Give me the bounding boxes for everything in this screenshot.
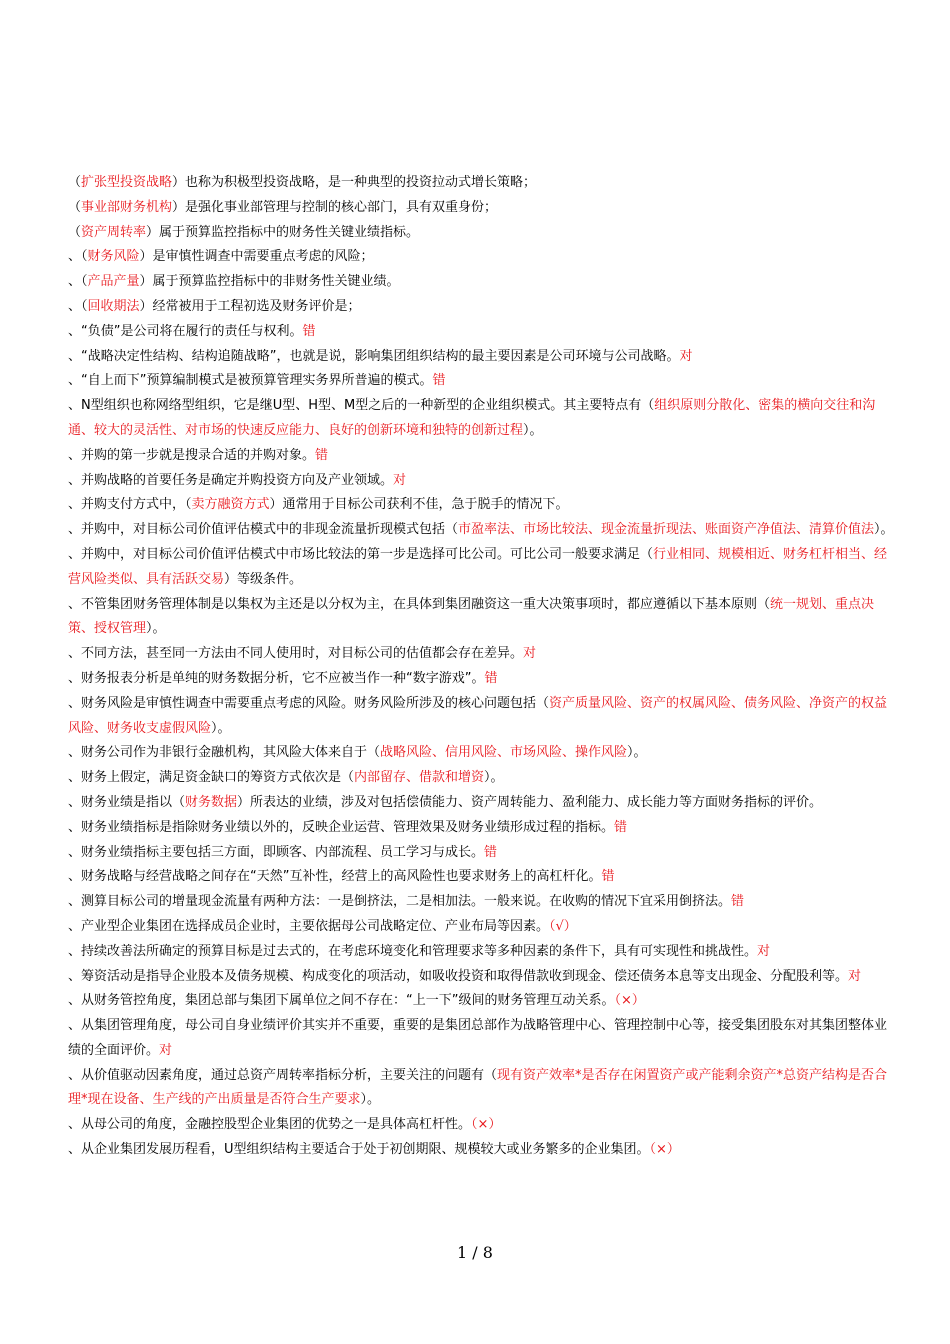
paragraph bbox=[68, 890, 894, 915]
answer-text: 对 bbox=[679, 348, 693, 364]
paragraph bbox=[68, 543, 894, 593]
question-text: 、财务公司作为非银行金融机构，其风险大体来自于（ bbox=[68, 745, 381, 761]
question-text: 、“自上而下”预算编制模式是被预算管理实务界所普遍的模式。 bbox=[68, 373, 433, 389]
question-text: ）是强化事业部管理与控制的核心部门，具有双重身份； bbox=[172, 199, 498, 215]
answer-text: 对 bbox=[523, 646, 537, 662]
answer-text: 事业部财务机构 bbox=[81, 199, 173, 215]
question-text: 、财务战略与经营战略之间存在“天然”互补性，经营上的高风险性也要求财务上的高杠杆化。 bbox=[68, 869, 602, 885]
answer-text: 扩张型投资战略 bbox=[81, 175, 173, 190]
answer-text: 卖方融资方式 bbox=[191, 497, 270, 513]
question-text: 、N型组织也称网络型组织，它是继U型、H型、M型之后的一种新型的企业组织模式。其主要特点有（ bbox=[68, 398, 655, 414]
answer-text: 行业相同、规模相近、财务杠杆相当、经营风险类似、具有活跃交易 bbox=[68, 546, 888, 587]
question-text: ）。 bbox=[211, 720, 231, 736]
paragraph bbox=[68, 345, 894, 370]
question-text: ）。 bbox=[360, 1092, 381, 1108]
answer-text: （√） bbox=[549, 918, 577, 934]
question-text: ）属于预算监控指标中的非财务性关键业绩。 bbox=[139, 274, 400, 290]
paragraph bbox=[68, 593, 894, 643]
question-text: 、并购中，对目标公司价值评估模式中的非现金流量折现模式包括（ bbox=[68, 522, 459, 538]
question-text: 、财务业绩是指以（ bbox=[68, 794, 186, 810]
paragraph bbox=[68, 692, 894, 742]
paragraph bbox=[68, 469, 894, 494]
page-number: 1 / 8 bbox=[457, 1243, 493, 1262]
question-text: ）。 bbox=[627, 745, 647, 761]
question-text: 、（ bbox=[68, 249, 88, 265]
answer-text: 对 bbox=[848, 968, 862, 984]
paragraph bbox=[68, 245, 894, 270]
answer-text: 对 bbox=[159, 1042, 173, 1058]
paragraph bbox=[68, 394, 894, 444]
answer-text: 产品产量 bbox=[87, 274, 140, 290]
answer-text: 市盈率法、市场比较法、现金流量折现法、账面资产净值法、清算价值法 bbox=[458, 522, 875, 538]
answer-text: 对 bbox=[393, 472, 407, 488]
question-text: 、（ bbox=[68, 274, 88, 290]
answer-text: 现有资产效率*是否存在闲置资产或产能剩余资产*总资产结构是否合理*现在设备、生产线的产出质量是否符合生产要求 bbox=[68, 1067, 888, 1108]
paragraph bbox=[68, 1064, 894, 1114]
answer-text: 错 bbox=[302, 323, 316, 339]
paragraph bbox=[68, 915, 894, 940]
question-text: 、筹资活动是指导企业股本及债务规模、构成变化的项活动，如吸收投资和取得借款收到现金、偿还债务本息等支出现金、分配股利等。 bbox=[68, 968, 849, 984]
question-text: ）是审慎性调查中需要重点考虑的风险； bbox=[139, 249, 374, 265]
paragraph bbox=[68, 369, 894, 394]
paragraph bbox=[68, 865, 894, 890]
question-text: 、财务风险是审慎性调查中需要重点考虑的风险。财务风险所涉及的核心问题包括（ bbox=[68, 695, 550, 711]
answer-text: 错 bbox=[432, 373, 446, 389]
answer-text: 对 bbox=[757, 943, 771, 959]
document-body bbox=[68, 171, 894, 1163]
question-text: 、测算目标公司的增量现金流量有两种方法：一是倒挤法，二是相加法。一般来说。在收购的情况下宜采用倒挤法。 bbox=[68, 894, 732, 910]
paragraph bbox=[68, 320, 894, 345]
paragraph bbox=[68, 642, 894, 667]
paragraph bbox=[68, 667, 894, 692]
question-text: 、从价值驱动因素角度，通过总资产周转率指标分析，主要关注的问题有（ bbox=[68, 1067, 498, 1083]
answer-text: 财务数据 bbox=[185, 794, 238, 810]
paragraph bbox=[68, 221, 894, 246]
question-text: 、并购中，对目标公司价值评估模式中市场比较法的第一步是选择可比公司。可比公司一般要求满足（ bbox=[68, 546, 654, 562]
answer-text: （×） bbox=[471, 1117, 502, 1133]
paragraph bbox=[68, 1138, 894, 1163]
paragraph bbox=[68, 766, 894, 791]
question-text: （ bbox=[68, 175, 82, 190]
question-text: （ bbox=[68, 224, 82, 240]
answer-text: 统一规划、重点决策、授权管理 bbox=[68, 596, 875, 637]
answer-text: 资产周转率 bbox=[81, 224, 147, 240]
question-text: 、持续改善法所确定的预算目标是过去式的，在考虑环境变化和管理要求等多种因素的条件下，具有可实现性和挑战性。 bbox=[68, 943, 758, 959]
paragraph bbox=[68, 1014, 894, 1064]
paragraph bbox=[68, 791, 894, 816]
question-text: ）。 bbox=[146, 621, 166, 637]
paragraph bbox=[68, 196, 894, 221]
paragraph bbox=[68, 816, 894, 841]
question-text: 、产业型企业集团在选择成员企业时，主要依据母公司战略定位、产业布局等因素。 bbox=[68, 918, 550, 934]
question-text: 、财务业绩指标主要包括三方面，即顾客、内部流程、员工学习与成长。 bbox=[68, 844, 485, 860]
question-text: ）通常用于目标公司获利不佳，急于脱手的情况下。 bbox=[269, 497, 569, 513]
question-text: ）也称为积极型投资战略，是一种典型的投资拉动式增长策略； bbox=[172, 175, 537, 190]
question-text: ）。 bbox=[523, 422, 543, 438]
paragraph bbox=[68, 841, 894, 866]
answer-text: 错 bbox=[614, 819, 628, 835]
question-text: 、（ bbox=[68, 298, 88, 314]
question-text: 、财务上假定，满足资金缺口的筹资方式依次是（ bbox=[68, 770, 355, 786]
question-text: 、不同方法，甚至同一方法由不同人使用时，对目标公司的估值都会存在差异。 bbox=[68, 646, 524, 662]
question-text: （ bbox=[68, 199, 82, 215]
question-text: 、从企业集团发展历程看，U型组织结构主要适合于处于初创期限、规模较大或业务繁多的企业集团。 bbox=[68, 1142, 650, 1158]
answer-text: （×） bbox=[614, 993, 645, 1009]
question-text: ）属于预算监控指标中的财务性关键业绩指标。 bbox=[146, 224, 420, 240]
question-text: 、不管集团财务管理体制是以集权为主还是以分权为主，在具体到集团融资这一重大决策事项时，都应遵循以下基本原则（ bbox=[68, 596, 771, 612]
answer-text: 回收期法 bbox=[87, 298, 140, 314]
question-text: 、从财务管控角度，集团总部与集团下属单位之间不存在：“上一下”级间的财务管理互动关系。 bbox=[68, 993, 615, 1009]
paragraph bbox=[68, 295, 894, 320]
question-text: ）。 bbox=[874, 522, 894, 538]
question-text: 、财务业绩指标是指除财务业绩以外的，反映企业运营、管理效果及财务业绩形成过程的指标。 bbox=[68, 819, 615, 835]
answer-text: 错 bbox=[601, 869, 615, 885]
question-text: ）经常被用于工程初选及财务评价是； bbox=[139, 298, 361, 314]
question-text: ）等级条件。 bbox=[224, 571, 303, 587]
answer-text: 错 bbox=[484, 670, 498, 686]
paragraph bbox=[68, 965, 894, 990]
answer-text: 战略风险、信用风险、市场风险、操作风险 bbox=[380, 745, 628, 761]
paragraph bbox=[68, 741, 894, 766]
question-text: ）。 bbox=[484, 770, 504, 786]
paragraph bbox=[68, 444, 894, 469]
paragraph bbox=[68, 1113, 894, 1138]
question-text: 、从母公司的角度，金融控股型企业集团的优势之一是具体高杠杆性。 bbox=[68, 1117, 472, 1133]
answer-text: （×） bbox=[649, 1142, 680, 1158]
answer-text: 内部留存、借款和增资 bbox=[354, 770, 485, 786]
paragraph bbox=[68, 518, 894, 543]
answer-text: 错 bbox=[484, 844, 498, 860]
paragraph bbox=[68, 270, 894, 295]
paragraph bbox=[68, 493, 894, 518]
question-text: 、并购战略的首要任务是确定并购投资方向及产业领域。 bbox=[68, 472, 394, 488]
question-text: 、“战略决定性结构、结构追随战略”，也就是说，影响集团组织结构的最主要因素是公司环境与公司战略。 bbox=[68, 348, 680, 364]
question-text: ）所表达的业绩，涉及对包括偿债能力、资产周转能力、盈利能力、成长能力等方面财务指标的评价。 bbox=[237, 794, 823, 810]
question-text: 、并购支付方式中，（ bbox=[68, 497, 192, 513]
paragraph bbox=[68, 989, 894, 1014]
question-text: 、并购的第一步就是搜录合适的并购对象。 bbox=[68, 447, 316, 463]
answer-text: 财务风险 bbox=[87, 249, 140, 265]
paragraph bbox=[68, 940, 894, 965]
question-text: 、财务报表分析是单纯的财务数据分析，它不应被当作一种“数字游戏”。 bbox=[68, 670, 485, 686]
answer-text: 错 bbox=[731, 894, 745, 910]
answer-text: 组织原则分散化、密集的横向交往和沟通、较大的灵活性、对市场的快速反应能力、良好的创新环境和独特的创新过程 bbox=[68, 398, 876, 438]
answer-text: 错 bbox=[315, 447, 329, 463]
question-text: 、从集团管理角度，母公司自身业绩评价其实并不重要，重要的是集团总部作为战略管理中心、管理控制中心等，接受集团股东对其集团整体业绩的全面评价。 bbox=[68, 1018, 888, 1058]
answer-text: 资产质量风险、资产的权属风险、债务风险、净资产的权益风险、财务收支虚假风险 bbox=[68, 695, 888, 736]
paragraph bbox=[68, 171, 894, 196]
question-text: 、“负债”是公司将在履行的责任与权利。 bbox=[68, 323, 303, 339]
